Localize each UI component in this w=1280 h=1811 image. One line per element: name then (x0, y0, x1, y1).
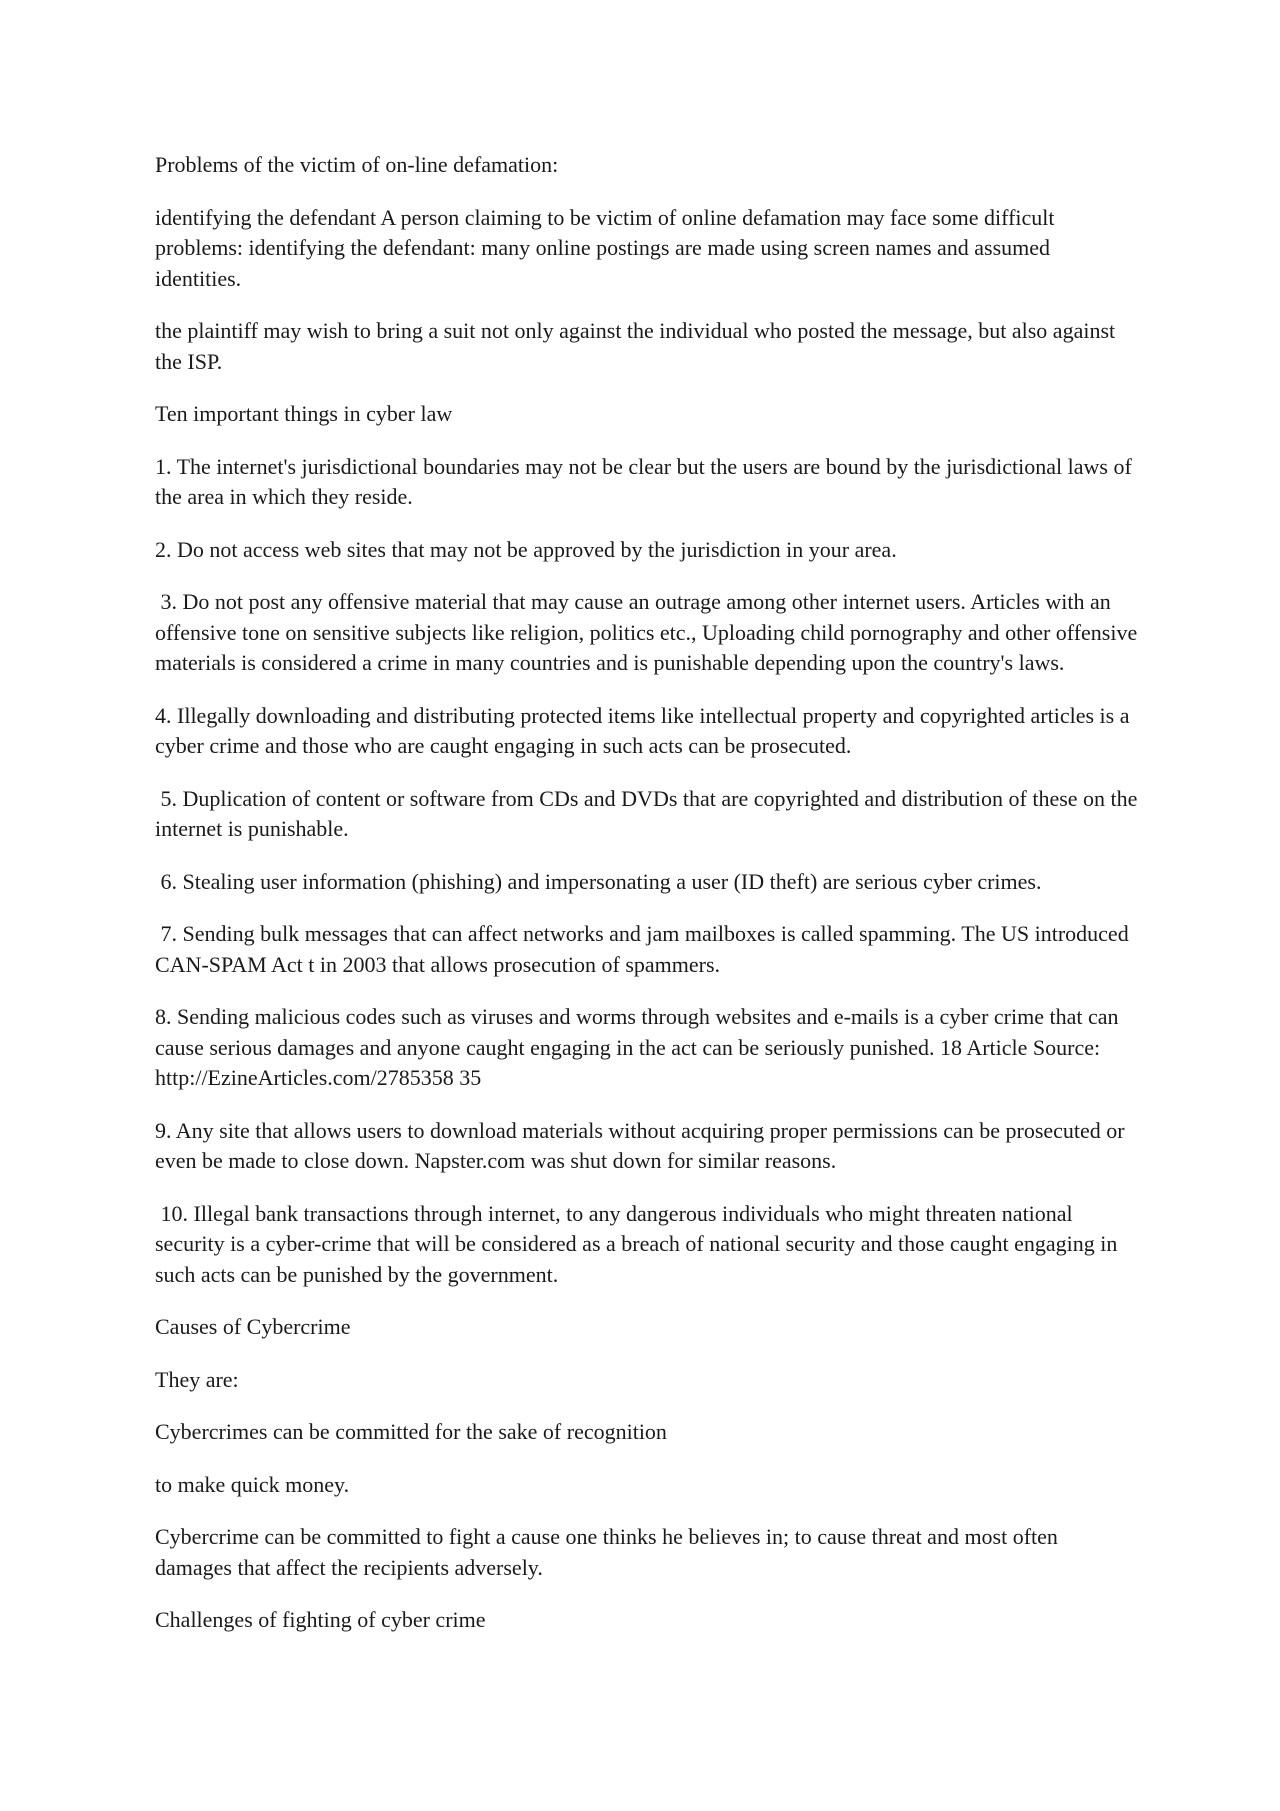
cause-recognition: Cybercrimes can be committed for the sake of recognition (155, 1419, 667, 1444)
paragraph-identifying-defendant: identifying the defendant A person claiming to be victim of online defamation may face some difficult problems: identifying the defendant: many online postings are made using screen names and assumed identities. (155, 204, 1055, 291)
cause-fight-a-cause: Cybercrime can be committed to fight a cause one thinks he believes in; to cause threat and most often damages that affect the recipients adversely. (155, 1524, 1058, 1580)
list-item-7: 7. Sending bulk messages that can affect networks and jam mailboxes is called spamming. The US introduced CAN-SPAM Act t in 2003 that allows prosecution of spammers. (155, 921, 1135, 977)
heading-ten-things: Ten important things in cyber law (155, 401, 453, 426)
heading-causes: Causes of Cybercrime (155, 1314, 351, 1339)
list-item-4: 4. Illegally downloading and distributing protected items like intellectual property and copyrighted articles is a cyber crime and those who are caught engaging in such acts can be prosecuted. (155, 702, 1130, 758)
heading-challenges: Challenges of fighting of cyber crime (155, 1607, 486, 1632)
list-item-1: 1. The internet's jurisdictional boundaries may not be clear but the users are bound by the jurisdictional laws of the area in which they reside. (155, 453, 1132, 509)
document-body (155, 150, 1143, 1658)
paragraph-they-are: They are: (155, 1366, 239, 1392)
list-item-5: 5. Duplication of content or software from CDs and DVDs that are copyrighted and distribution of these on the internet is punishable. (155, 785, 1143, 841)
list-item-8: 8. Sending malicious codes such as viruses and worms through websites and e-mails is a cyber crime that can cause serious damages and anyone caught engaging in the act can be seriously punished. 18 Article Source: http://EzineArticles.com/2785358 35 (155, 1004, 1119, 1090)
list-item-10: 10. Illegal bank transactions through internet, to any dangerous individuals who might threaten national security is a cyber-crime that will be considered as a breach of national security and those caught engaging in such acts can be punished by the government. (155, 1200, 1123, 1287)
list-item-9: 9. Any site that allows users to download materials without acquiring proper permissions can be prosecuted or even be made to close down. Napster.com was shut down for similar reasons. (155, 1117, 1125, 1173)
list-item-3: 3. Do not post any offensive material that may cause an outrage among other internet users. Articles with an offensive tone on sensitive subjects like religion, politics etc., Uploading child pornography and other offensive materials is considered a crime in many countries and is punishable depending upon the country's laws. (155, 589, 1143, 675)
list-item-2: 2. Do not access web sites that may not be approved by the jurisdiction in your area. (155, 536, 897, 562)
heading-defamation-problems: Problems of the victim of on-line defamation: (155, 152, 559, 177)
cause-quick-money: to make quick money. (155, 1471, 350, 1497)
list-item-6: 6. Stealing user information (phishing) and impersonating a user (ID theft) are serious cyber crimes. (155, 868, 1042, 894)
paragraph-plaintiff-suit: the plaintiff may wish to bring a suit not only against the individual who posted the message, but also against the ISP. (155, 318, 1116, 374)
